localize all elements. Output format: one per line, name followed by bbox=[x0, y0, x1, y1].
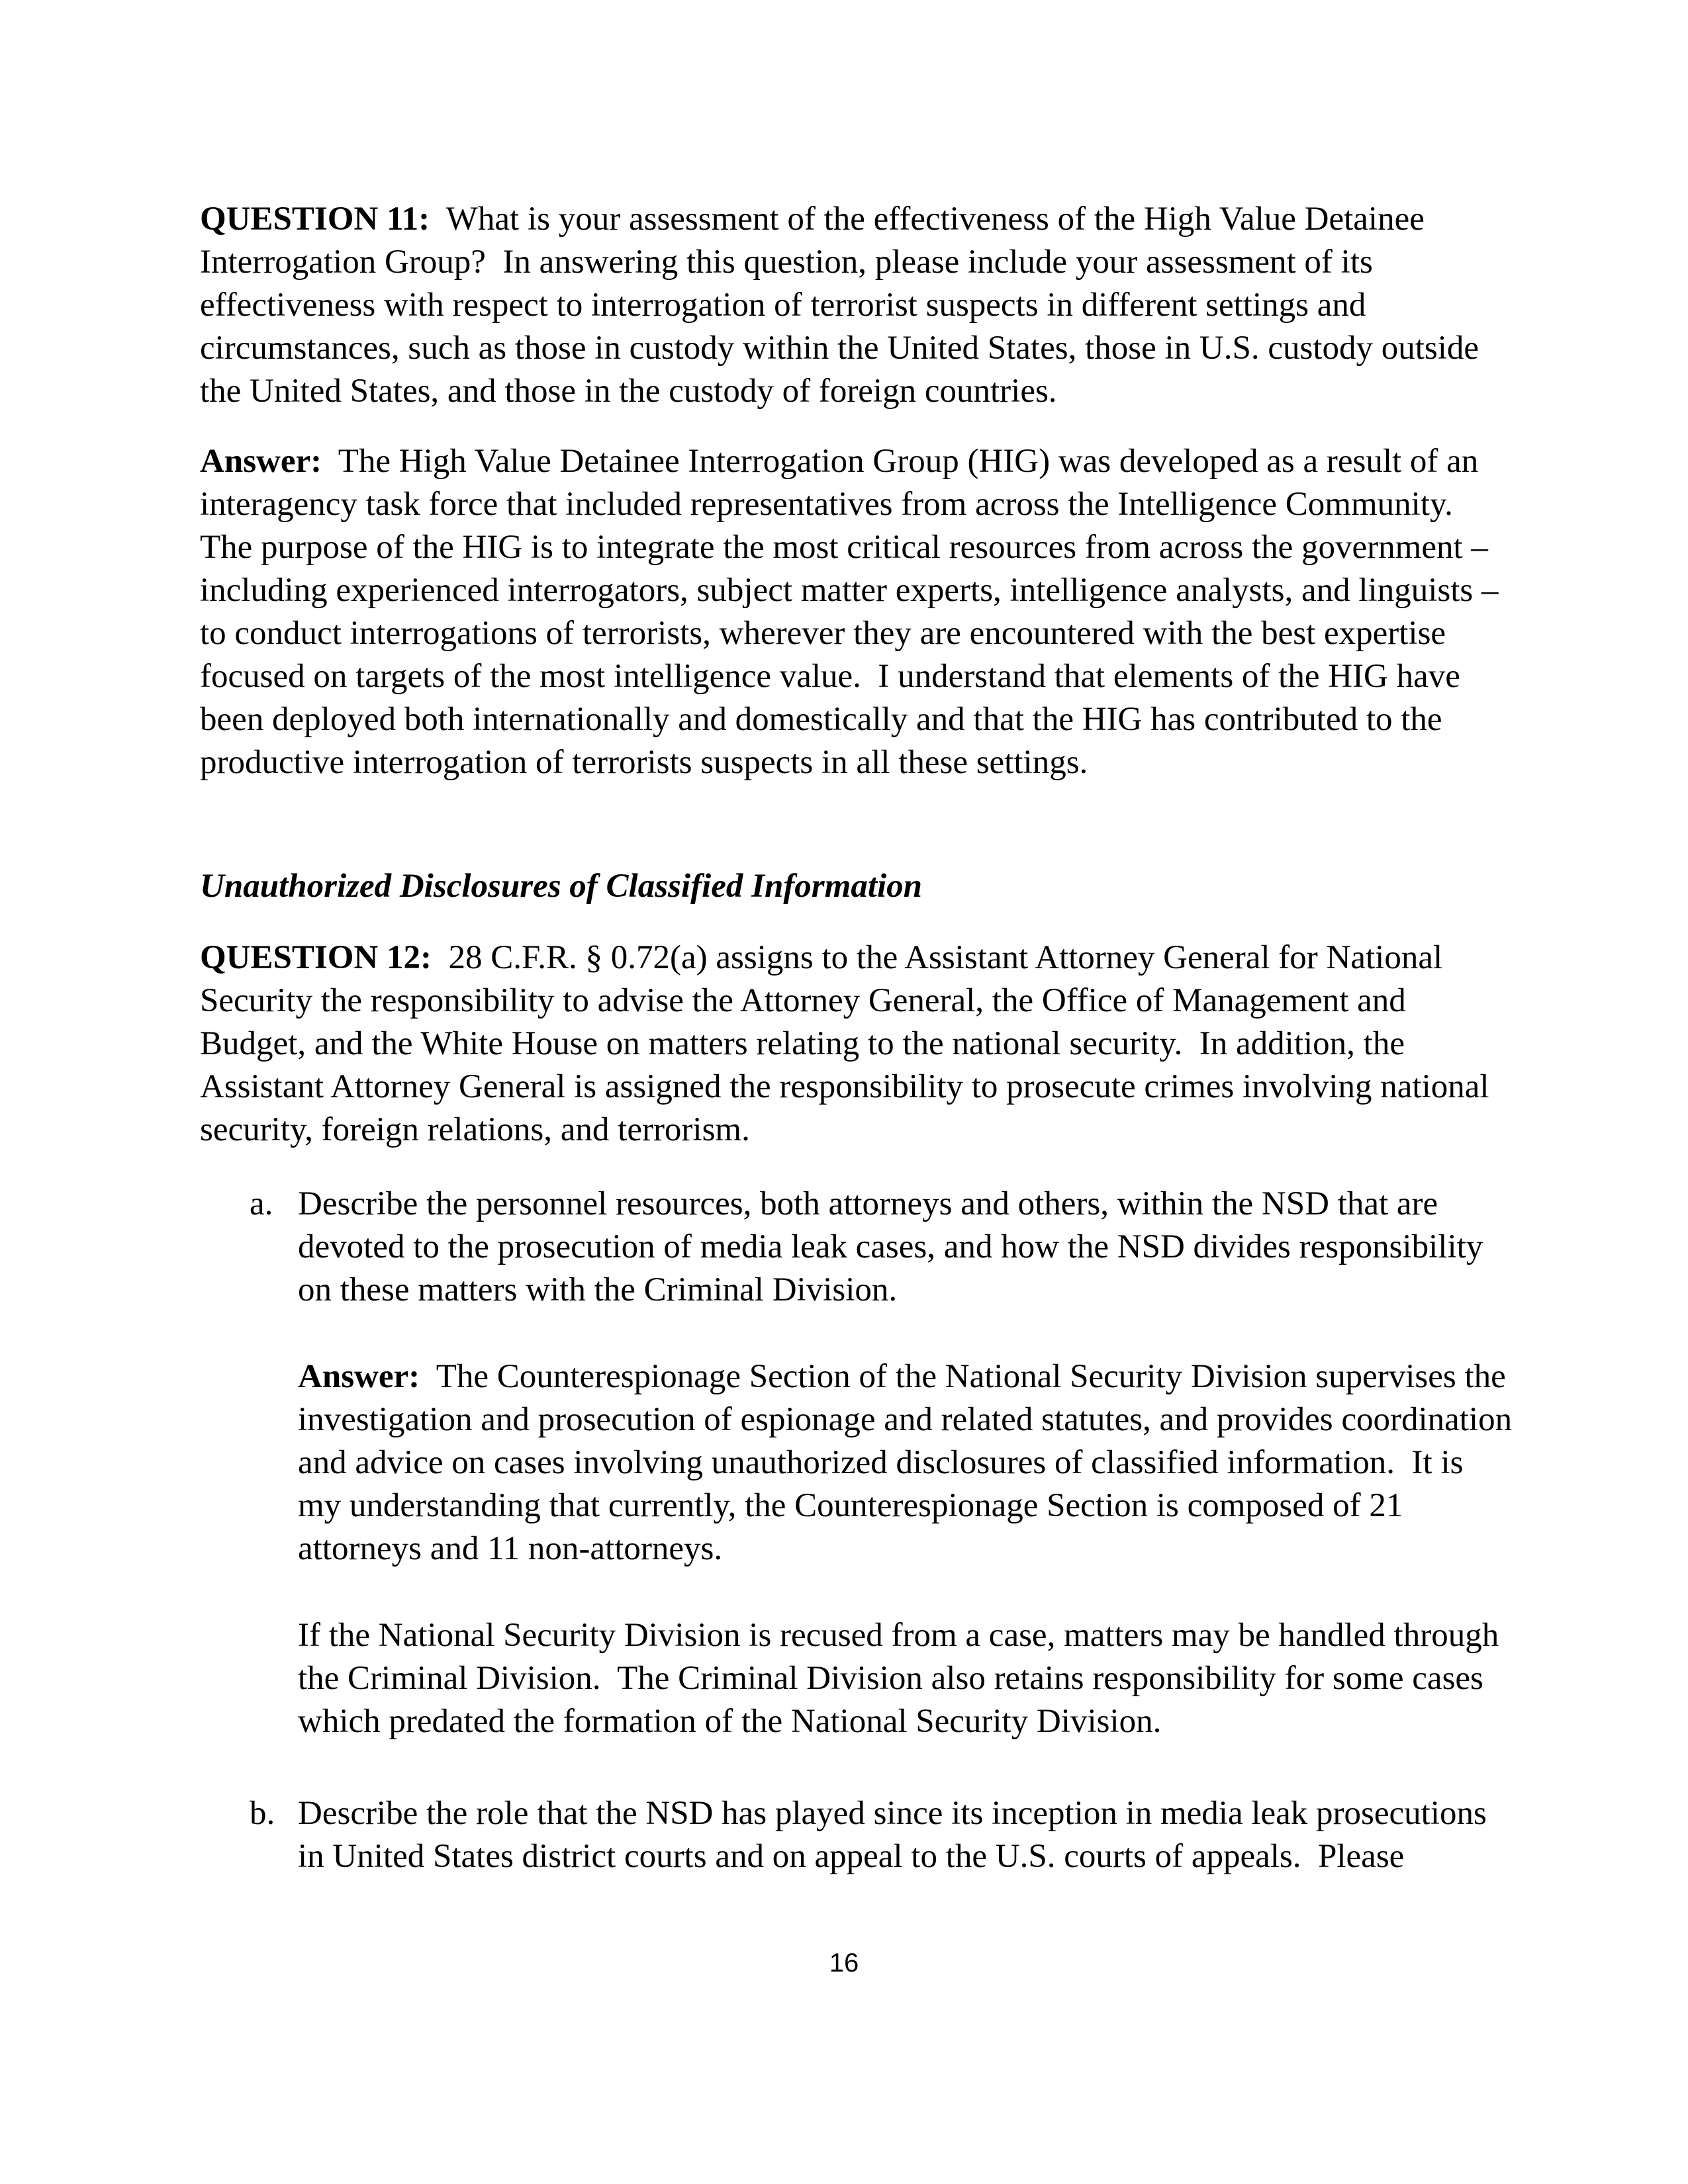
answer-11-line-3: The purpose of the HIG is to integrate the most critical resources from across the government – bbox=[200, 529, 1488, 566]
item-a-followup-line-3: which predated the formation of the National Security Division. bbox=[298, 1703, 1162, 1740]
item-a-answer-line-2: investigation and prosecution of espionage and related statutes, and provides coordination bbox=[298, 1401, 1513, 1438]
question-11-line-4: circumstances, such as those in custody within the United States, those in U.S. custody outside bbox=[200, 330, 1479, 367]
answer-11-line-2: interagency task force that included representatives from across the Intelligence Community. bbox=[200, 486, 1453, 523]
answer-11-line-7: been deployed both internationally and domestically and that the HIG has contributed to the bbox=[200, 701, 1442, 738]
question-12-line-1: QUESTION 12: 28 C.F.R. § 0.72(a) assigns to the Assistant Attorney General for National bbox=[200, 939, 1443, 976]
question-12-line-4: Assistant Attorney General is assigned the responsibility to prosecute crimes involving national bbox=[200, 1068, 1489, 1105]
item-a-line-2: devoted to the prosecution of media leak cases, and how the NSD divides responsibility bbox=[298, 1228, 1483, 1265]
item-b-line-1: Describe the role that the NSD has played since its inception in media leak prosecutions bbox=[298, 1795, 1487, 1832]
question-12-line-5: security, foreign relations, and terrorism. bbox=[200, 1111, 750, 1148]
item-a-followup-line-2: the Criminal Division. The Criminal Division also retains responsibility for some cases bbox=[298, 1660, 1483, 1697]
item-a-answer-line-5: attorneys and 11 non-attorneys. bbox=[298, 1530, 723, 1567]
answer-label: Answer: bbox=[200, 443, 322, 480]
question-12-label: QUESTION 12: bbox=[200, 939, 432, 976]
item-b-marker: b. bbox=[250, 1795, 275, 1832]
question-11-line-5: the United States, and those in the custody of foreign countries. bbox=[200, 373, 1057, 410]
item-a-marker: a. bbox=[250, 1185, 273, 1222]
item-a-line-1: Describe the personnel resources, both attorneys and others, within the NSD that are bbox=[298, 1185, 1438, 1222]
question-11-line-1: QUESTION 11: What is your assessment of the effectiveness of the High Value Detainee bbox=[200, 201, 1425, 238]
item-a-followup-line-1: If the National Security Division is recused from a case, matters may be handled through bbox=[298, 1617, 1499, 1654]
item-a-answer-line-3: and advice on cases involving unauthorized disclosures of classified information. It is bbox=[298, 1444, 1464, 1481]
answer-11-line-6: focused on targets of the most intelligence value. I understand that elements of the HIG have bbox=[200, 658, 1460, 695]
item-a-answer-line-1: Answer: The Counterespionage Section of the National Security Division supervises the bbox=[298, 1358, 1506, 1395]
answer-label: Answer: bbox=[298, 1358, 420, 1395]
question-11-label: QUESTION 11: bbox=[200, 201, 430, 238]
answer-11-line-4: including experienced interrogators, subject matter experts, intelligence analysts, and linguists – bbox=[200, 572, 1499, 609]
question-12-line-2: Security the responsibility to advise the Attorney General, the Office of Management and bbox=[200, 982, 1406, 1019]
answer-11-line-5: to conduct interrogations of terrorists, wherever they are encountered with the best expertise bbox=[200, 615, 1446, 652]
answer-11-line-8: productive interrogation of terrorists suspects in all these settings. bbox=[200, 744, 1088, 781]
question-12-line-3: Budget, and the White House on matters relating to the national security. In addition, the bbox=[200, 1025, 1405, 1062]
item-a-answer-line-4: my understanding that currently, the Counterespionage Section is composed of 21 bbox=[298, 1487, 1403, 1524]
section-heading: Unauthorized Disclosures of Classified Information bbox=[200, 868, 923, 905]
answer-11-line-1: Answer: The High Value Detainee Interrogation Group (HIG) was developed as a result of an bbox=[200, 443, 1479, 480]
page-number: 16 bbox=[829, 1948, 859, 1978]
item-b-line-2: in United States district courts and on appeal to the U.S. courts of appeals. Please bbox=[298, 1838, 1405, 1875]
question-11-line-3: effectiveness with respect to interrogation of terrorist suspects in different settings and bbox=[200, 287, 1366, 324]
question-11-line-2: Interrogation Group? In answering this question, please include your assessment of its bbox=[200, 244, 1373, 281]
item-a-line-3: on these matters with the Criminal Division. bbox=[298, 1271, 898, 1308]
